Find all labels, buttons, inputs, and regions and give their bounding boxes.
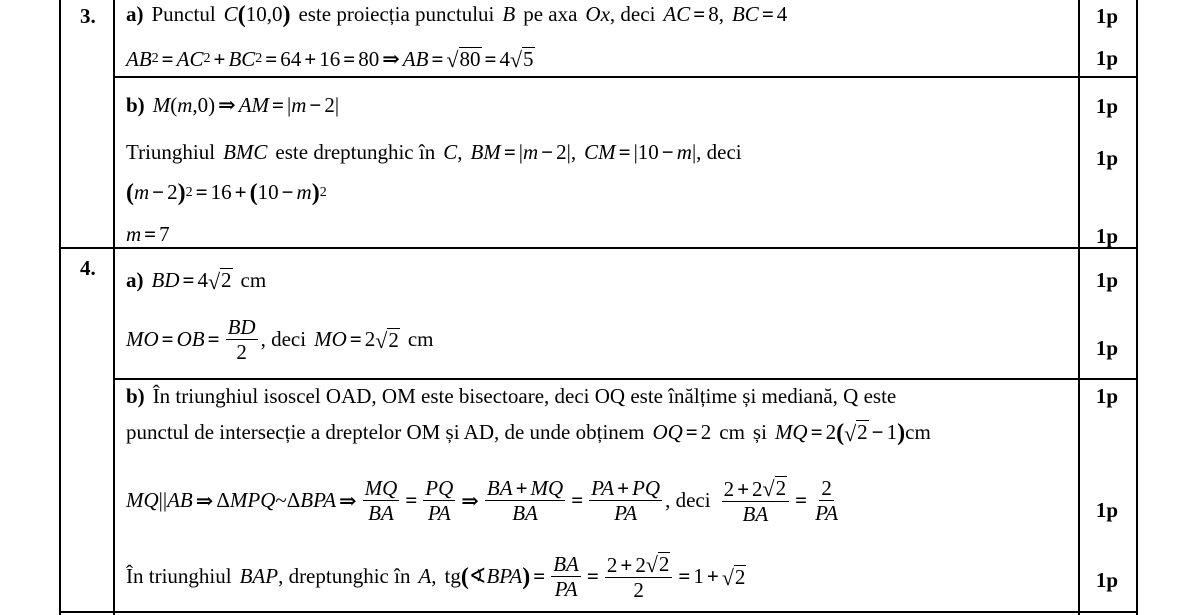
points-3b-3: 1p [1095,224,1119,248]
p3b-line2: Triunghiul BMC este dreptunghic în C , BM = | m − 2|, CM = |10 − m | , deci [126,140,742,164]
problem-number-4: 4. [80,256,96,280]
points-4b-1: 1p [1095,384,1119,408]
p4a-line1: a) BD = 4 √ 2 cm [126,268,267,294]
table-border-left [59,0,61,615]
points-4b-2: 1p [1095,498,1119,522]
p4a-line2: MO = OB = $\frac{BD}{2}$ , deci MO = 2 √ 2 cm [126,315,434,365]
points-3b-2: 1p [1095,146,1119,170]
p3b-line3: ( m − 2 ) 2 = 16 + ( 10 − m ) 2 [126,179,327,206]
p3a-line2: AB 2 = AC 2 + BC 2 = 64 + 16 = 80 ⇒ AB = √ 80 = 4 √ 5 [126,46,534,73]
points-3b-1: 1p [1095,94,1119,118]
p4b-line1: b) În triunghiul isoscel OAD, OM este bisectoare, deci OQ este înălțime și mediană, Q este [126,384,897,408]
p3b-line1: b) M ( m ,0) ⇒ AM = | m − 2| [126,92,340,117]
p3a-line1: a) Punctul C ( 10,0 ) este proiecția punctului B pe axa Ox , deci AC = 8, BC = 4 [126,1,788,28]
p3b-line4: m = 7 [126,222,170,246]
points-4b-3: 1p [1095,568,1119,592]
points-4a-1: 1p [1095,268,1119,292]
points-4a-2: 1p [1095,336,1119,360]
points-3a-1: 1p [1095,4,1119,28]
table-border-right [1136,0,1138,615]
table-border-number-col [113,0,115,615]
row-divider-4a-4b [113,378,1138,380]
points-3a-2: 1p [1095,46,1119,70]
table-bottom-border [59,611,1138,613]
problem-number-3: 3. [80,4,96,28]
row-divider-3-4 [59,247,1138,249]
p4b-line2: punctul de intersecție a dreptelor OM și AD, de unde obținem OQ = 2 cm și MQ = 2 ( √ 2 − 1 ) cm [126,419,931,446]
row-divider-3a-3b [113,76,1138,78]
p4b-line3: MQ || AB ⇒ Δ MPQ ~ Δ BPA ⇒ $\frac{MQ}{BA}$ = $\frac{PQ}{PA}$ ⇒ $\frac{BA + MQ}{BA}$ = $\frac{PA + PQ}{PA}$ , deci 2 + 2 √ 2 BA = $\frac{2}{PA}$ [126,476,839,527]
p4b-line4: În triunghiul BAP , dreptunghic în A , tg ( ∢ BPA ) = $\frac{BA}{PA}$ = 2 + 2 √ 2 2 = 1 + √ 2 [126,552,746,603]
